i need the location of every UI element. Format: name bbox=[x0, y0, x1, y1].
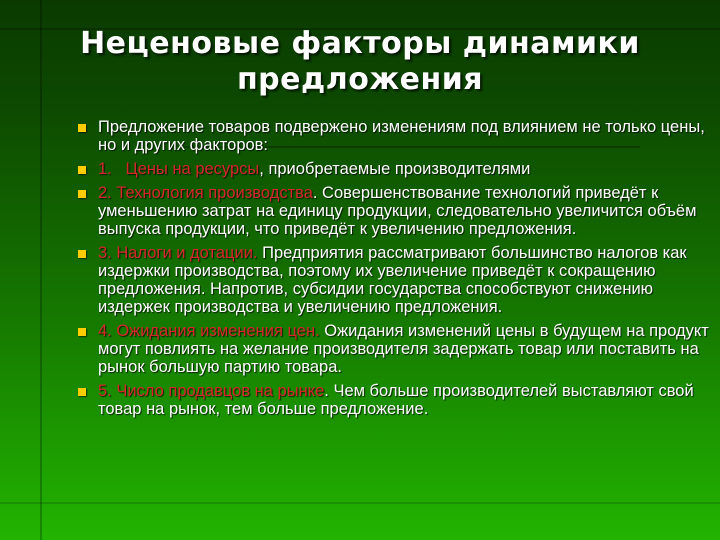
bullet-item bbox=[78, 244, 714, 316]
bullet-text: . Совершенствование технологий приведёт к уменьшению затрат на единицу продукции, следовательно увеличится объём выпуска продукции, что приведёт к увеличению предложения. bbox=[98, 184, 697, 238]
bullet-text: . Чем больше производителей выставляют свой товар на рынок, тем больше предложение. bbox=[98, 382, 694, 418]
bullet-item bbox=[78, 118, 714, 154]
square-bullet-icon bbox=[78, 328, 86, 336]
bullet-list bbox=[78, 118, 714, 424]
square-bullet-icon bbox=[78, 388, 86, 396]
square-bullet-icon bbox=[78, 124, 86, 132]
bullet-item bbox=[78, 382, 714, 418]
title-line: предложения bbox=[236, 62, 484, 97]
bullet-item bbox=[78, 160, 714, 178]
square-bullet-icon bbox=[78, 166, 86, 174]
title-line: Неценовые факторы динамики bbox=[80, 26, 640, 61]
factor-highlight: 4. Ожидания изменения цен. bbox=[98, 322, 320, 340]
bullet-text: Предприятия рассматривают большинство налогов как издержки производства, поэтому их увеличение приведёт к сокращению предложения. Напротив, субсидии государства способствуют снижению издержек производства и увеличению предложения. bbox=[98, 244, 687, 316]
square-bullet-icon bbox=[78, 190, 86, 198]
decorative-stripe bbox=[0, 502, 720, 504]
slide-title bbox=[20, 26, 700, 98]
factor-highlight: 3. Налоги и дотации. bbox=[98, 244, 258, 262]
factor-highlight: 5. Число продавцов на рынке bbox=[98, 382, 325, 400]
factor-highlight: 1. Цены на ресурсы bbox=[98, 160, 260, 178]
bullet-text: Предложение товаров подвержено изменениям под влиянием не только цены, но и других факторов: bbox=[98, 118, 705, 154]
bullet-text: Ожидания изменений цены в будущем на продукт могут повлиять на желание производителя задержать товар или поставить на рынок большую партию товара. bbox=[98, 322, 709, 376]
square-bullet-icon bbox=[78, 250, 86, 258]
bullet-item bbox=[78, 322, 714, 376]
factor-highlight: 2. Технология производства bbox=[98, 184, 313, 202]
bullet-item bbox=[78, 184, 714, 238]
bullet-text: , приобретаемые производителями bbox=[259, 160, 531, 178]
